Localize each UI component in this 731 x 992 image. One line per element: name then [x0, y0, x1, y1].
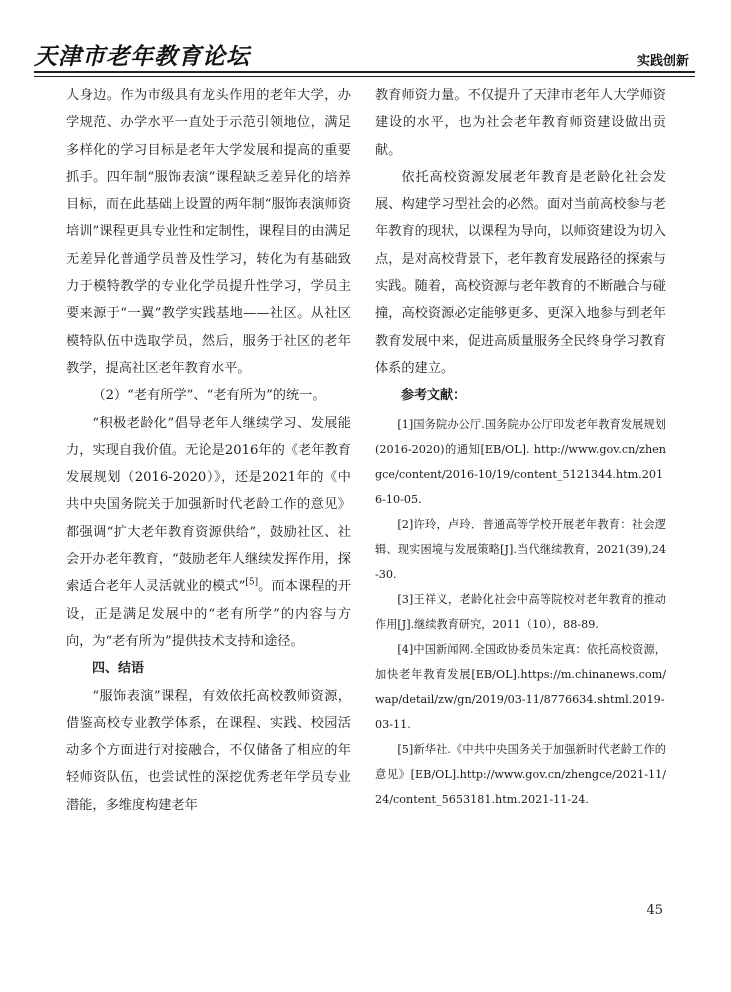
- right-column: [375, 82, 666, 812]
- page-number: 45: [646, 903, 663, 918]
- section-heading: 四、结语: [92, 661, 145, 677]
- body-paragraph: 教育师资力量。不仅提升了天津市老年人大学师资建设的水平，也为社会老年教育师资建设做出贡献。: [375, 88, 666, 158]
- section-label: 实践创新: [636, 54, 689, 69]
- citation-marker: [5]: [245, 577, 259, 588]
- body-paragraph: [66, 410, 351, 656]
- body-paragraph: 人身边。作为市级具有龙头作用的老年大学，办学规范、办学水平一直处于示范引领地位，满足多样化的学习目标是老年大学发展和提高的重要抓手。四年制“服饰表演”课程缺乏差异化的培养目标，而在此基础上设置的两年制“服饰表演师资培训”课程更具专业性和定制性，课程目的由满足无差异化普通学员普及性学习，转化为有基础致力于模特教学的专业化学员提升性学习，学员主要来源于“一翼”教学实践基地——社区。从社区模特队伍中选取学员，然后，服务于社区的老年教学，提高社区老年教育水平。: [66, 88, 351, 376]
- reference-item: [5]新华社.《中共中央国务关于加强新时代老龄工作的意见》[EB/OL].http://www.gov.cn/zhengce/2021-11/24/content_5653181.htm.2021-11-24.: [375, 742, 666, 806]
- body-paragraph: 依托高校资源发展老年教育是老龄化社会发展、构建学习型社会的必然。面对当前高校参与老年教育的现状，以课程为导向，以师资建设为切入点，是对高校背景下，老年教育发展路径的探索与实践。随着，高校资源与老年教育的不断融合与碰撞，高校资源必定能够更多、更深入地参与到老年教育发展中来，促进高质量服务全民终身学习教育体系的建立。: [375, 169, 666, 376]
- references-heading: 参考文献：: [401, 388, 467, 404]
- body-paragraph: “服饰表演”课程，有效依托高校教师资源，借鉴高校专业教学体系，在课程、实践、校园活动多个方面进行对接融合，不仅储备了相应的年轻师资队伍，也尝试性的深挖优秀老年学员专业潜能，多维度构建老年: [66, 688, 351, 813]
- body-text: “积极老龄化”倡导老年人继续学习、发展能力，实现自我价值。无论是2016年的《老年教育发展规划（2016-2020）》，还是2021年的《中共中央国务院关于加强新时代老龄工作的意见》都强调“扩大老年教育资源供给”，鼓励社区、社会开办老年教育，“鼓励老年人继续发挥作用，探索适合老年人灵活就业的模式”: [66, 415, 351, 595]
- reference-list: [375, 412, 666, 812]
- left-column: [66, 82, 351, 819]
- body-text: 。而本课程的开设，正是满足发展中的“老有所学”的内容与方向，为“老有所为”提供技术支持和途径。: [66, 579, 352, 649]
- body-paragraph: （2）“老有所学”、“老有所为”的统一。: [92, 388, 326, 404]
- reference-item: [4]中国新闻网.全国政协委员朱定真：依托高校资源，加快老年教育发展[EB/OL].https://m.chinanews.com/wap/detail/zw/gn/2019/03-11/8776634.shtml.2019-03-11.: [375, 642, 666, 731]
- reference-item: [2]许玲，卢玲．普通高等学校开展老年教育：社会逻辑、现实困境与发展策略[J].当代继续教育，2021(39),24-30.: [375, 517, 666, 581]
- reference-item: [1]国务院办公厅.国务院办公厅印发老年教育发展规划(2016-2020)的通知[EB/OL]. http://www.gov.cn/zhengce/content/2016-10/19/content_5121344.htm.2016-10-05.: [375, 417, 666, 506]
- reference-item: [3]王祥义，老龄化社会中高等院校对老年教育的推动作用[J].继续教育研究，2011（10），88-89.: [375, 592, 666, 631]
- journal-logo: 天津市老年教育论坛: [34, 43, 250, 70]
- header-divider: [34, 71, 695, 77]
